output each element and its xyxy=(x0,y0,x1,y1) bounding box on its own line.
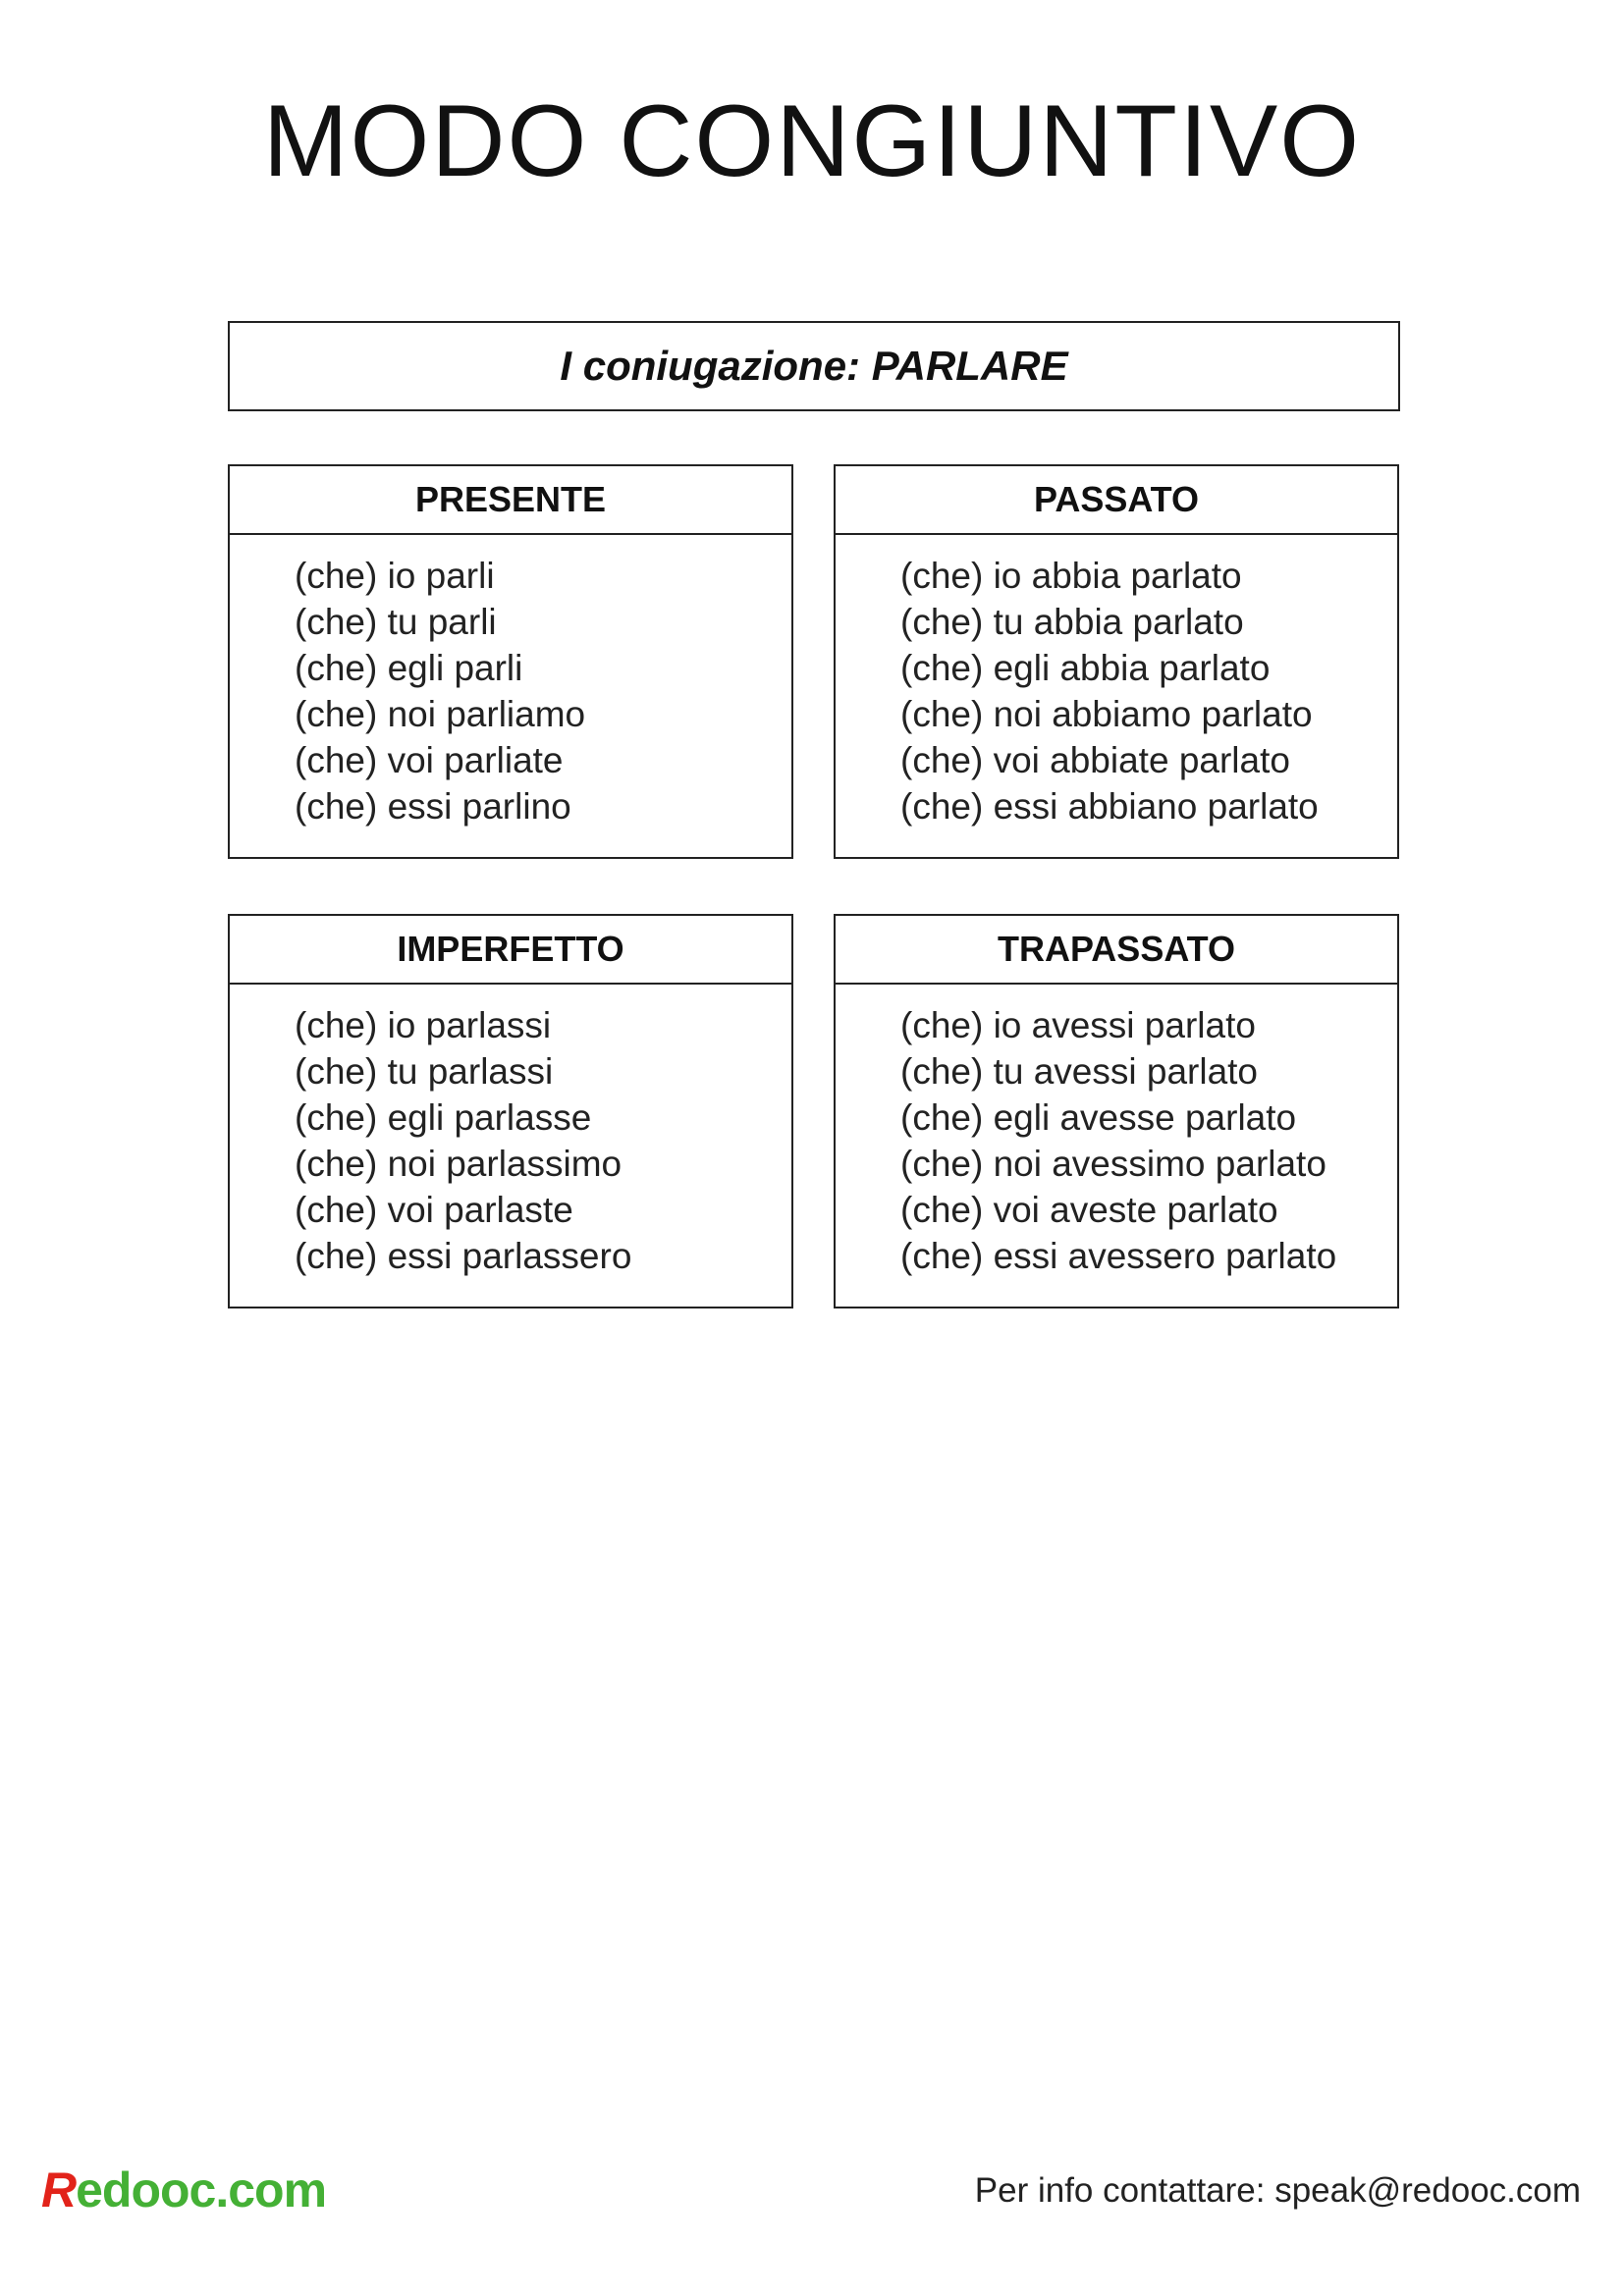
verb-form: (che) noi parliamo xyxy=(295,694,586,734)
tense-card-passato xyxy=(834,464,1399,859)
verb-form: (che) egli abbia parlato xyxy=(900,648,1271,688)
tense-header-imperfetto: IMPERFETTO xyxy=(230,916,791,985)
verb-form: (che) voi parlaste xyxy=(295,1190,573,1230)
tense-header-trapassato: TRAPASSATO xyxy=(836,916,1397,985)
verb-form: (che) io avessi parlato xyxy=(900,1005,1256,1045)
verb-form: (che) noi avessimo parlato xyxy=(900,1144,1326,1184)
verb-form: (che) egli parlasse xyxy=(295,1097,592,1138)
verb-form: (che) voi aveste parlato xyxy=(900,1190,1278,1230)
verb-form: (che) noi abbiamo parlato xyxy=(900,694,1313,734)
verb-form: (che) essi parlassero xyxy=(295,1236,632,1276)
page-title: MODO CONGIUNTIVO xyxy=(262,84,1362,198)
tense-card-imperfetto xyxy=(228,914,793,1308)
verb-form: (che) io abbia parlato xyxy=(900,556,1242,596)
tense-forms-trapassato xyxy=(836,985,1397,1307)
verb-form: (che) egli avesse parlato xyxy=(900,1097,1297,1138)
verb-form: (che) essi parlino xyxy=(295,786,571,827)
tense-header-presente: PRESENTE xyxy=(230,466,791,535)
conjugation-heading: I coniugazione: PARLARE xyxy=(560,343,1068,389)
verb-form: (che) tu parlassi xyxy=(295,1051,554,1092)
logo-text: edooc.com xyxy=(76,2163,327,2217)
verb-form: (che) voi abbiate parlato xyxy=(900,740,1290,780)
verb-form: (che) io parli xyxy=(295,556,495,596)
verb-form: (che) essi avessero parlato xyxy=(900,1236,1337,1276)
verb-form: (che) noi parlassimo xyxy=(295,1144,623,1184)
tense-card-presente xyxy=(228,464,793,859)
tense-header-passato: PASSATO xyxy=(836,466,1397,535)
verb-form: (che) egli parli xyxy=(295,648,523,688)
verb-form: (che) tu parli xyxy=(295,602,497,642)
tense-forms-presente xyxy=(230,535,791,857)
verb-form: (che) io parlassi xyxy=(295,1005,552,1045)
tense-forms-imperfetto xyxy=(230,985,791,1307)
verb-form: (che) tu avessi parlato xyxy=(900,1051,1259,1092)
conjugation-heading-box xyxy=(228,321,1400,411)
verb-form: (che) essi abbiano parlato xyxy=(900,786,1319,827)
logo-mark: R xyxy=(41,2163,77,2217)
tense-card-trapassato xyxy=(834,914,1399,1308)
footer-contact: Per info contattare: speak@redooc.com xyxy=(974,2171,1581,2210)
redooc-logo[interactable] xyxy=(41,2161,326,2219)
tense-forms-passato xyxy=(836,535,1397,857)
verb-form: (che) tu abbia parlato xyxy=(900,602,1244,642)
verb-form: (che) voi parliate xyxy=(295,740,564,780)
